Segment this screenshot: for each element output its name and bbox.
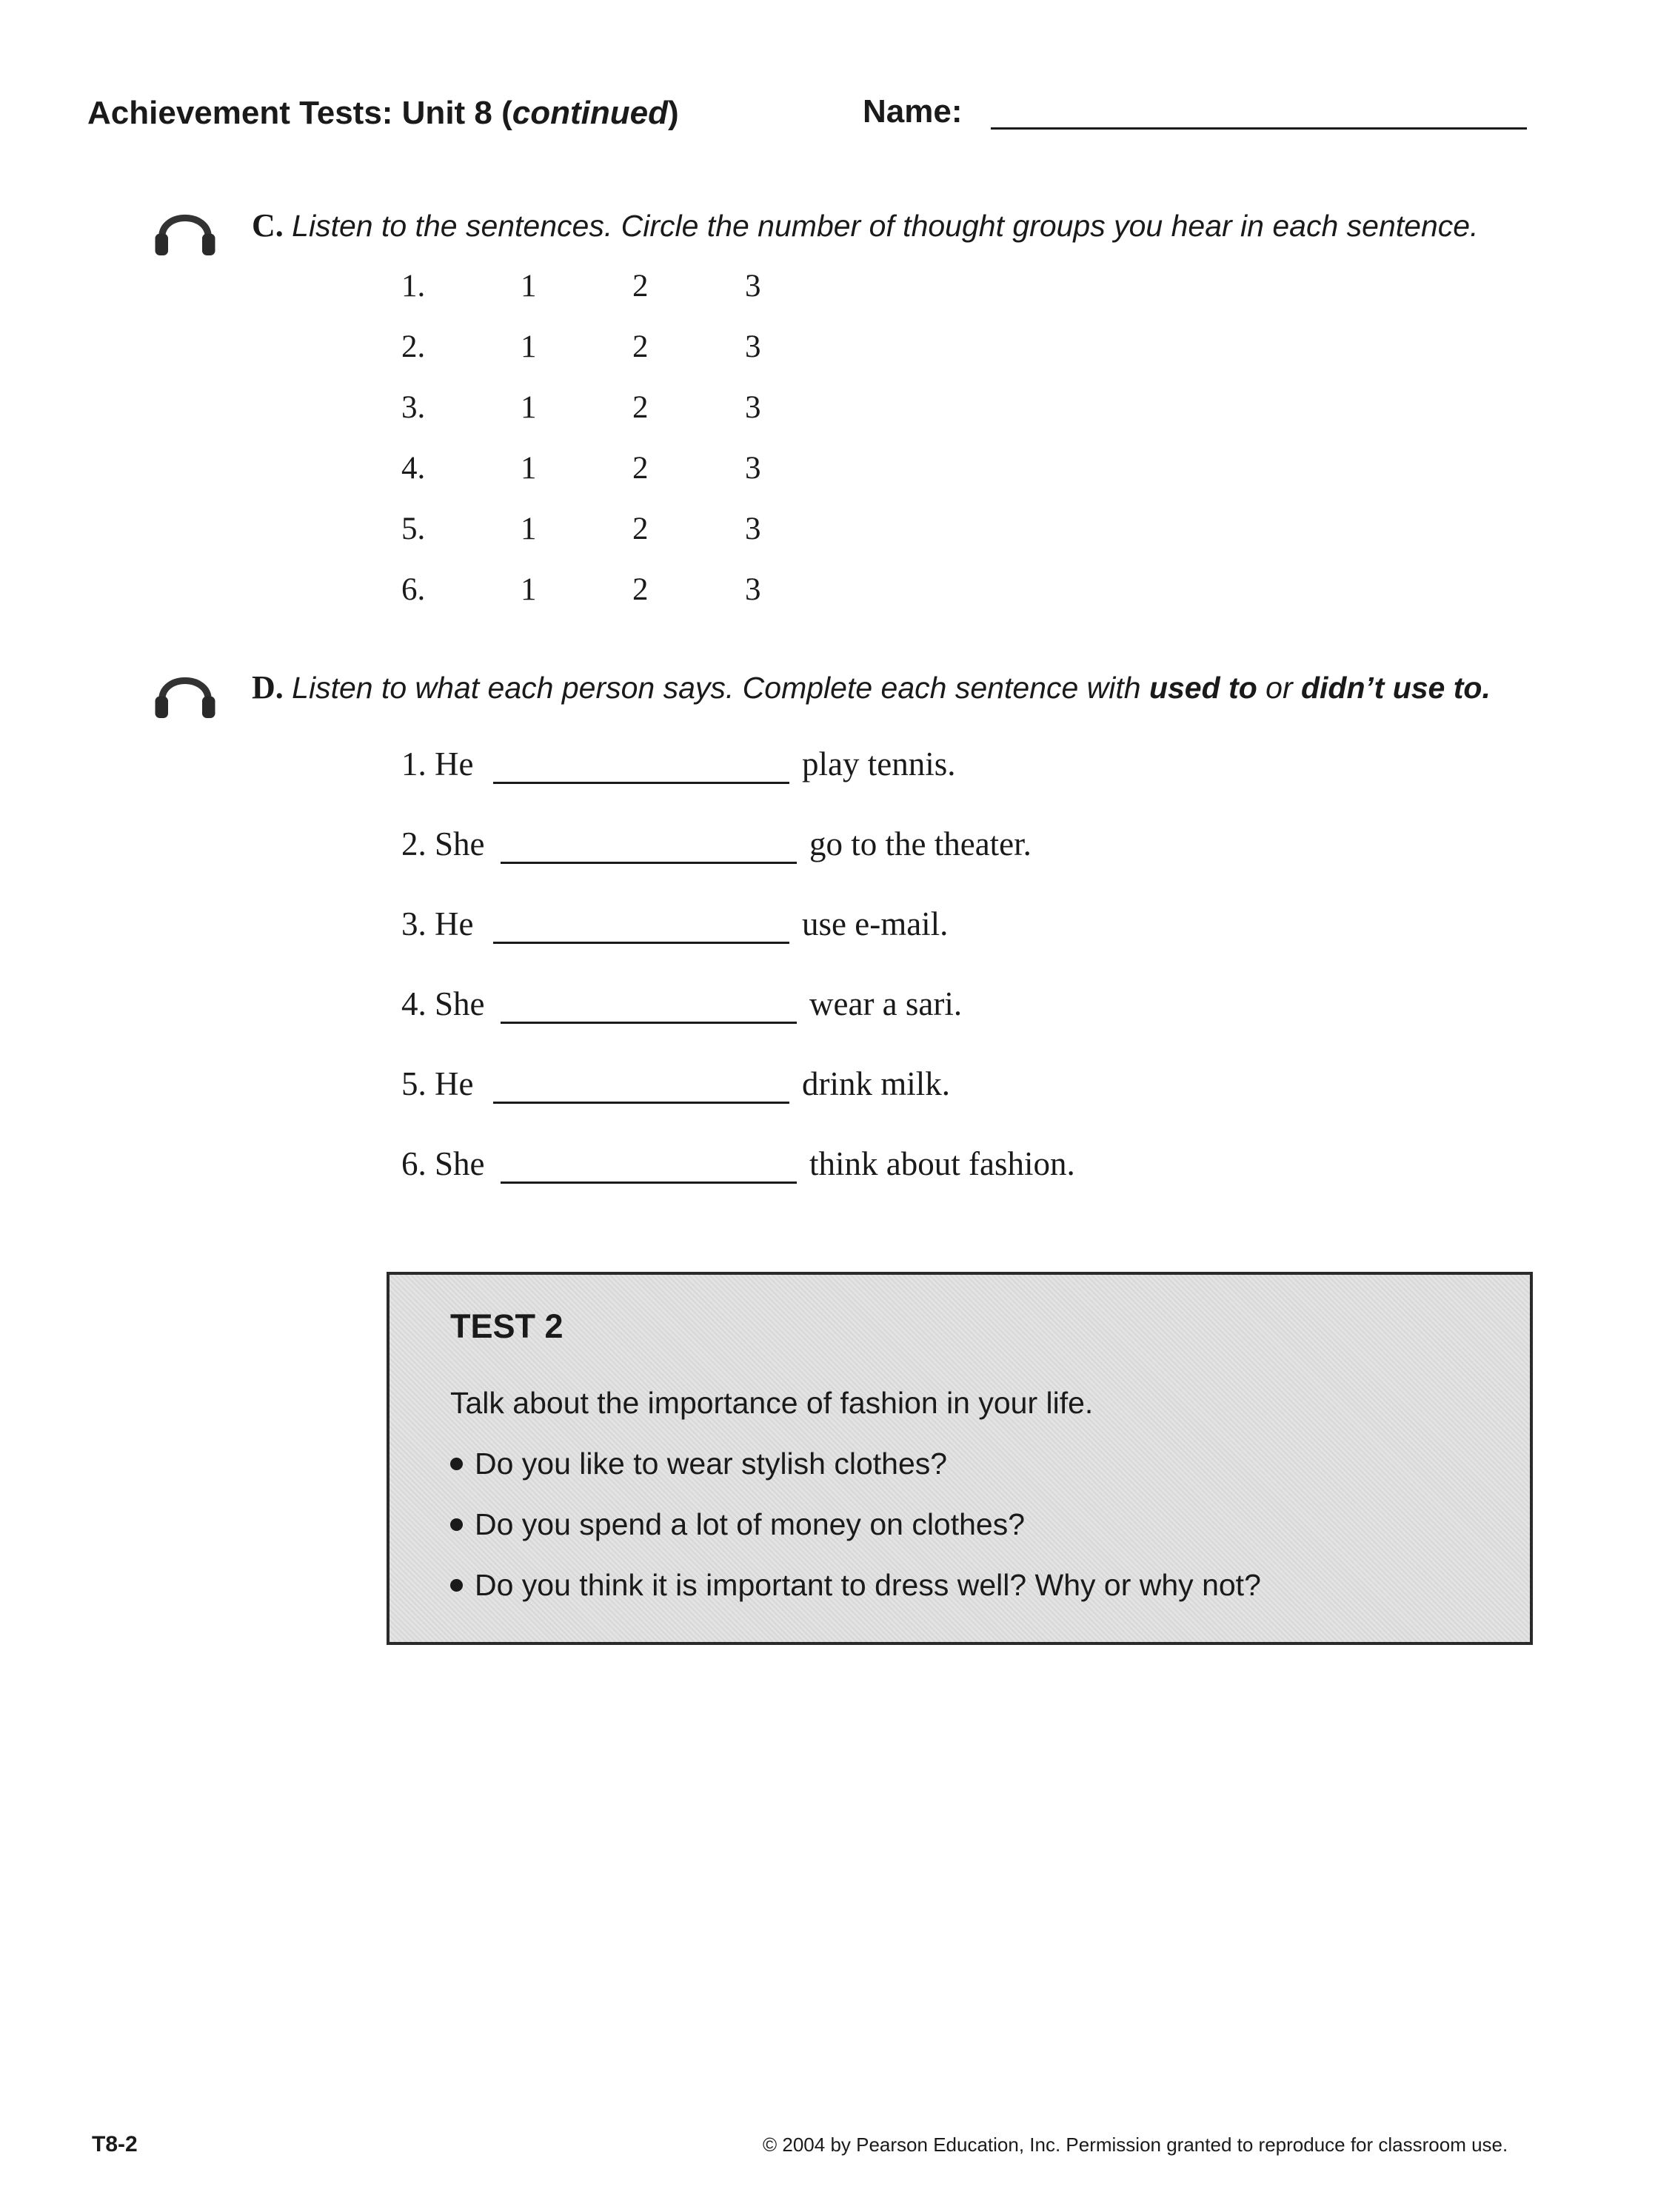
option-3[interactable]: 3 xyxy=(745,572,761,607)
sentence-end: play tennis. xyxy=(802,745,956,782)
sentence-start: 1. He xyxy=(401,745,474,782)
list-item xyxy=(0,1144,1675,1192)
test-2-title: TEST 2 xyxy=(450,1307,564,1345)
option-2[interactable]: 2 xyxy=(632,451,649,486)
item-number: 6. xyxy=(401,572,426,607)
answer-blank[interactable] xyxy=(493,782,789,784)
option-1[interactable]: 1 xyxy=(521,269,537,304)
title-suffix: ) xyxy=(667,95,679,131)
section-d-instruction-text-2: or xyxy=(1257,671,1301,705)
bullet-icon xyxy=(450,1518,463,1531)
sentence-start: 3. He xyxy=(401,905,474,942)
title-continued: continued xyxy=(512,95,668,131)
sentence-start: 6. She xyxy=(401,1145,485,1182)
option-2[interactable]: 2 xyxy=(632,572,649,607)
option-3[interactable]: 3 xyxy=(745,512,761,546)
item-number: 5. xyxy=(401,512,426,546)
option-1[interactable]: 1 xyxy=(521,390,537,425)
list-item xyxy=(0,268,1675,312)
answer-blank[interactable] xyxy=(501,1182,797,1184)
page-title xyxy=(87,95,679,132)
bullet-item xyxy=(450,1568,1261,1603)
bullet-item xyxy=(450,1507,1025,1542)
answer-blank[interactable] xyxy=(501,1022,797,1024)
option-3[interactable]: 3 xyxy=(745,390,761,425)
page-number: T8-2 xyxy=(92,2132,138,2156)
section-c-instruction xyxy=(252,207,1478,244)
name-field-line[interactable] xyxy=(991,127,1527,130)
list-item xyxy=(0,985,1675,1032)
section-c-instruction-text: Listen to the sentences. Circle the number of thought groups you hear in each sentence. xyxy=(283,209,1479,243)
option-2[interactable]: 2 xyxy=(632,512,649,546)
copyright-notice: © 2004 by Pearson Education, Inc. Permission granted to reproduce for classroom use. xyxy=(763,2134,1508,2156)
list-item xyxy=(0,825,1675,872)
test-2-box xyxy=(387,1272,1533,1645)
sentence-end: wear a sari. xyxy=(809,985,963,1022)
section-d-instruction xyxy=(252,668,1491,706)
name-label: Name: xyxy=(863,93,963,130)
item-number: 3. xyxy=(401,390,426,425)
list-item xyxy=(0,745,1675,792)
sentence-start: 5. He xyxy=(401,1065,474,1102)
option-2[interactable]: 2 xyxy=(632,329,649,364)
option-3[interactable]: 3 xyxy=(745,451,761,486)
section-d-instruction-text-1: Listen to what each person says. Complete each sentence with xyxy=(283,671,1149,705)
bullet-icon xyxy=(450,1458,463,1470)
list-item xyxy=(0,1065,1675,1112)
option-2[interactable]: 2 xyxy=(632,269,649,304)
sentence-end: think about fashion. xyxy=(809,1145,1075,1182)
bullet-text: Do you think it is important to dress well? Why or why not? xyxy=(475,1568,1261,1602)
answer-blank[interactable] xyxy=(493,1102,789,1104)
bullet-text: Do you like to wear stylish clothes? xyxy=(475,1447,948,1481)
option-3[interactable]: 3 xyxy=(745,329,761,364)
headphones-icon xyxy=(151,659,219,727)
item-number: 1. xyxy=(401,269,426,304)
section-d-letter: D. xyxy=(252,669,284,706)
answer-blank[interactable] xyxy=(493,942,789,944)
answer-blank[interactable] xyxy=(501,862,797,864)
sentence-start: 2. She xyxy=(401,825,485,862)
bullet-icon xyxy=(450,1579,463,1592)
section-c-letter: C. xyxy=(252,207,284,244)
test-2-prompt: Talk about the importance of fashion in your life. xyxy=(450,1386,1094,1420)
list-item xyxy=(0,905,1675,952)
item-number: 4. xyxy=(401,451,426,486)
sentence-start: 4. She xyxy=(401,985,485,1022)
headphones-icon xyxy=(151,196,219,264)
option-1[interactable]: 1 xyxy=(521,572,537,607)
option-3[interactable]: 3 xyxy=(745,269,761,304)
list-item xyxy=(0,511,1675,555)
list-item xyxy=(0,450,1675,495)
list-item xyxy=(0,572,1675,616)
sentence-end: use e-mail. xyxy=(802,905,949,942)
sentence-end: drink milk. xyxy=(802,1065,950,1102)
bullet-item xyxy=(450,1447,947,1481)
option-1[interactable]: 1 xyxy=(521,512,537,546)
section-d-bold-used-to: used to xyxy=(1149,671,1257,705)
section-d-bold-didnt-use-to: didn’t use to. xyxy=(1301,671,1491,705)
item-number: 2. xyxy=(401,329,426,364)
option-1[interactable]: 1 xyxy=(521,329,537,364)
option-2[interactable]: 2 xyxy=(632,390,649,425)
list-item xyxy=(0,329,1675,373)
title-prefix: Achievement Tests: Unit 8 ( xyxy=(87,95,512,131)
option-1[interactable]: 1 xyxy=(521,451,537,486)
sentence-end: go to the theater. xyxy=(809,825,1032,862)
list-item xyxy=(0,389,1675,434)
bullet-text: Do you spend a lot of money on clothes? xyxy=(475,1507,1026,1541)
